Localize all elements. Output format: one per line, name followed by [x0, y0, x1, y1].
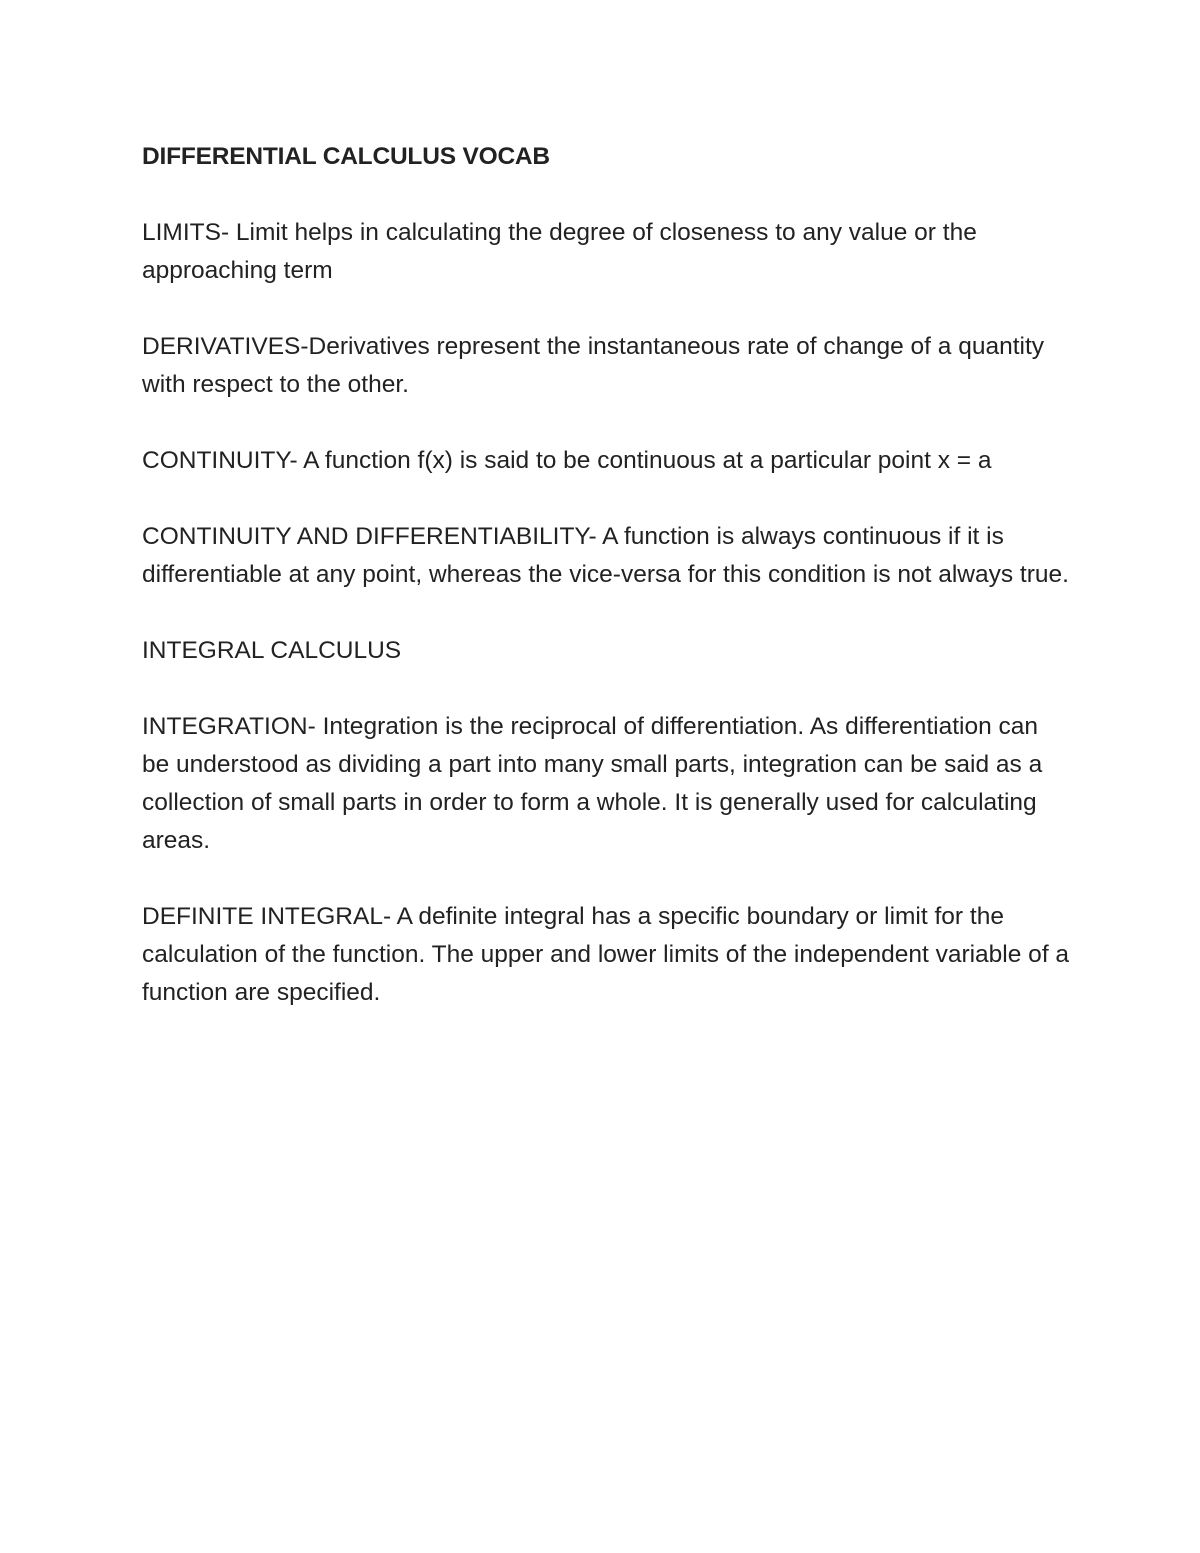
vocab-term: INTEGRATION- [142, 713, 316, 740]
vocab-entry-continuity [142, 442, 1072, 480]
vocab-term: DEFINITE INTEGRAL- [142, 903, 392, 930]
vocab-term: CONTINUITY AND DIFFERENTIABILITY- [142, 523, 597, 550]
document-title: DIFFERENTIAL CALCULUS VOCAB [142, 143, 550, 170]
vocab-term: CONTINUITY- [142, 447, 298, 474]
vocab-term: LIMITS- [142, 219, 230, 246]
vocab-term: DERIVATIVES- [142, 333, 309, 360]
section-heading-integral-calculus: INTEGRAL CALCULUS [142, 637, 402, 664]
vocab-entry-continuity-differentiability [142, 518, 1072, 594]
vocab-entry-definite-integral [142, 898, 1072, 1012]
vocab-definition: Integration is the reciprocal of differentiation. As differentiation can be understood as dividing a part into many small parts, integration can be said as a collection of small parts in order to form a whole. It is generally used for calculating areas. [142, 713, 1043, 854]
vocab-entry-integration [142, 708, 1072, 860]
vocab-entry-derivatives [142, 328, 1072, 404]
vocab-definition: Derivatives represent the instantaneous rate of change of a quantity with respect to the other. [142, 333, 1045, 398]
vocab-entry-limits [142, 214, 1072, 290]
vocab-definition: A function is always continuous if it is differentiable at any point, whereas the vice-versa for this condition is not always true. [142, 523, 1069, 588]
document-page [142, 138, 1072, 1050]
vocab-definition: A definite integral has a specific boundary or limit for the calculation of the function. The upper and lower limits of the independent variable of a function are specified. [142, 903, 1070, 1006]
vocab-definition: Limit helps in calculating the degree of closeness to any value or the approaching term [142, 219, 977, 284]
vocab-definition: A function f(x) is said to be continuous at a particular point x = a [297, 447, 992, 474]
